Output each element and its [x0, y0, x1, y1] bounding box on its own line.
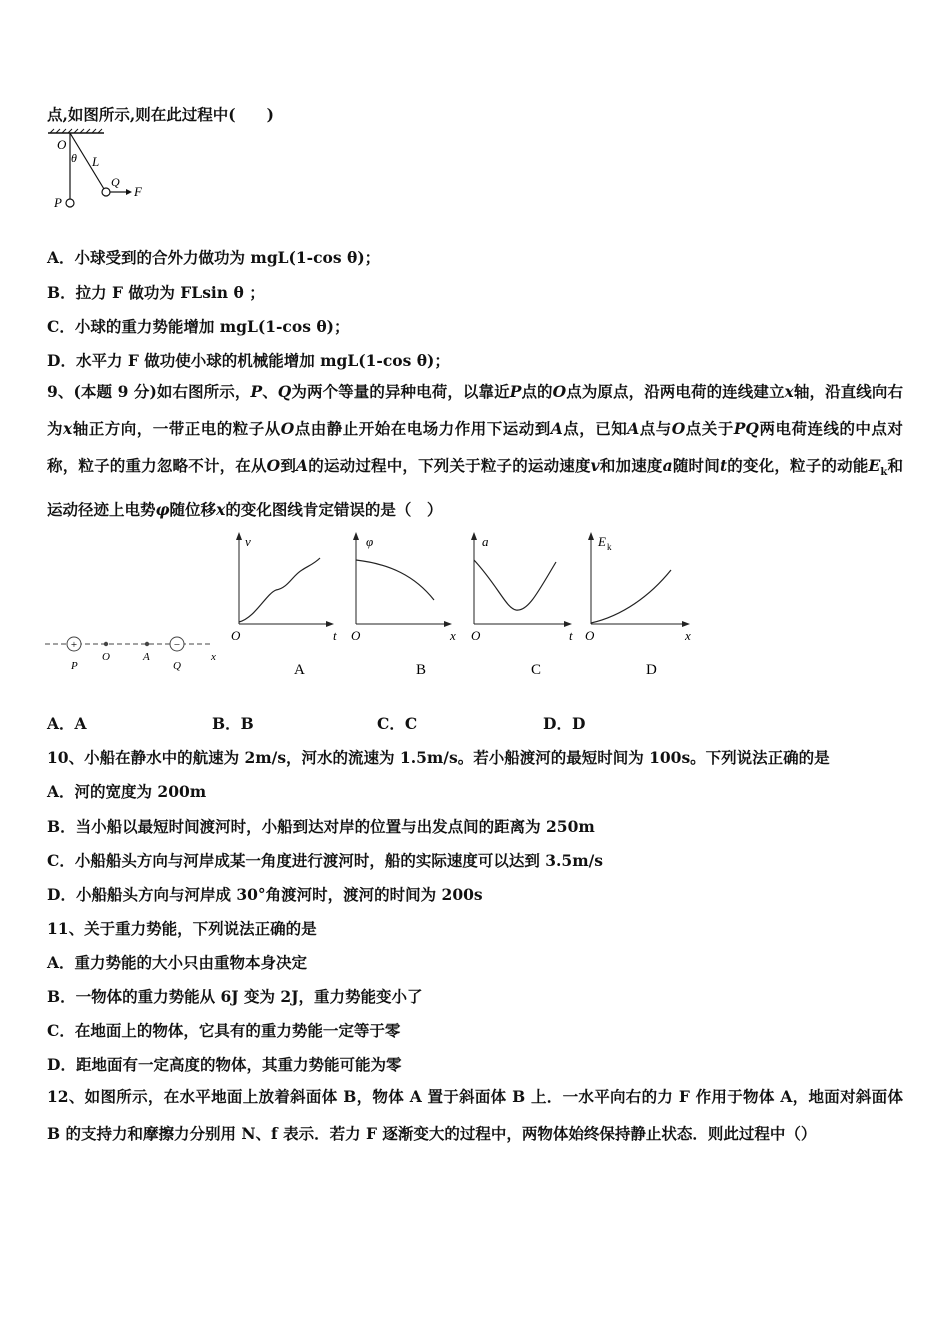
q8-option-b: B．拉力 F 做功为 FLsin θ ； [47, 283, 265, 302]
q11-option-a: A．重力势能的大小只由重物本身决定 [47, 953, 308, 972]
svg-text:−: − [173, 639, 181, 651]
svg-text:O: O [351, 628, 361, 643]
svg-text:φ: φ [366, 534, 374, 549]
label-L: L [92, 154, 100, 169]
graph-c [471, 532, 573, 678]
svg-text:x: x [450, 628, 456, 643]
graph-a [231, 532, 337, 678]
q8-option-c: C．小球的重力势能增加 mgL(1-cos θ)； [47, 317, 350, 336]
svg-text:t: t [569, 628, 573, 643]
q9-option-c: C．C [377, 714, 418, 733]
graph-d [585, 532, 691, 678]
svg-text:x: x [685, 628, 691, 643]
q9-figure [40, 528, 710, 688]
q8-option-a: A．小球受到的合外力做功为 mgL(1-cos θ)； [47, 248, 381, 267]
q9-option-d: D．D [543, 714, 586, 733]
q9-option-b: B．B [212, 714, 254, 733]
svg-text:E: E [598, 534, 606, 549]
label-P: P [54, 195, 62, 210]
svg-text:k: k [607, 542, 612, 552]
q8-option-d: D．水平力 F 做功使小球的机械能增加 mgL(1-cos θ)； [47, 351, 450, 370]
q9-option-a: A．A [47, 714, 87, 733]
curve-d [591, 570, 671, 623]
q8-stem-tail: 点,如图所示,则在此过程中( ) [47, 105, 274, 124]
charge-axis [45, 637, 216, 672]
svg-text:Q: Q [173, 660, 181, 672]
svg-text:O: O [471, 628, 481, 643]
svg-text:P: P [71, 660, 78, 672]
svg-text:+: + [70, 639, 78, 651]
svg-text:a: a [482, 534, 489, 549]
q10-option-a: A．河的宽度为 200m [47, 782, 207, 801]
q9-stem: 9、(本题 9 分)如右图所示，P、Q为两个等量的异种电荷，以靠近P点的O点为原点，沿两电荷的连线建立x轴，沿直线向右为x轴正方向，一带正电的粒子从O点由静止开始在电场力作用下运动到A点，已知A点与O点关于PQ两电荷连线的中点对称，粒子的重力忽略不计，在从O到A的运动过程中，下列关于粒子的运动速度v和加速度a随时间t的变化，粒子的动能$E_k$和运动径迹上电势φ随位移x的变化图线肯定错误的是（ ） [47, 382, 903, 520]
curve-b [356, 560, 434, 600]
label-theta: θ [71, 151, 77, 165]
pendulum-figure [44, 128, 154, 214]
q10-option-c: C．小船船头方向与河岸成某一角度进行渡河时，船的实际速度可以达到 3.5m/s [47, 851, 603, 870]
curve-a [239, 558, 320, 622]
q10-option-b: B．当小船以最短时间渡河时，小船到达对岸的位置与出发点间的距离为 250m [47, 817, 595, 836]
svg-text:D: D [646, 662, 657, 678]
q11-stem: 11、关于重力势能，下列说法正确的是 [47, 919, 317, 938]
svg-text:x: x [211, 651, 216, 663]
q12-stem: 12、如图所示，在水平地面上放着斜面体 B，物体 A 置于斜面体 B 上．一水平向右的力 F 作用于物体 A，地面对斜面体 B 的支持力和摩擦力分别用 N、f 表示．若力 F 逐渐变大的过程中，两物体始终保持静止状态．则此过程中（） [47, 1087, 903, 1143]
svg-text:O: O [585, 628, 595, 643]
svg-text:A: A [143, 651, 150, 663]
graph-b [351, 532, 456, 678]
svg-text:C: C [531, 662, 542, 678]
svg-text:v: v [245, 534, 251, 549]
svg-text:t: t [333, 628, 337, 643]
label-O: O [57, 137, 67, 152]
svg-text:O: O [231, 628, 241, 643]
svg-text:A: A [294, 662, 305, 678]
svg-text:O: O [102, 651, 110, 663]
curve-c [474, 560, 556, 610]
q11-option-b: B．一物体的重力势能从 6J 变为 2J，重力势能变小了 [47, 987, 423, 1006]
label-F: F [134, 184, 142, 199]
q11-option-d: D．距地面有一定高度的物体，其重力势能可能为零 [47, 1055, 402, 1074]
q11-option-c: C．在地面上的物体，它具有的重力势能一定等于零 [47, 1021, 401, 1040]
svg-text:B: B [416, 662, 427, 678]
q10-stem: 10、小船在静水中的航速为 2m/s，河水的流速为 1.5m/s。若小船渡河的最短时间为 100s。下列说法正确的是 [47, 748, 830, 767]
q10-option-d: D．小船船头方向与河岸成 30°角渡河时，渡河的时间为 200s [47, 885, 483, 904]
label-Q: Q [111, 175, 120, 189]
